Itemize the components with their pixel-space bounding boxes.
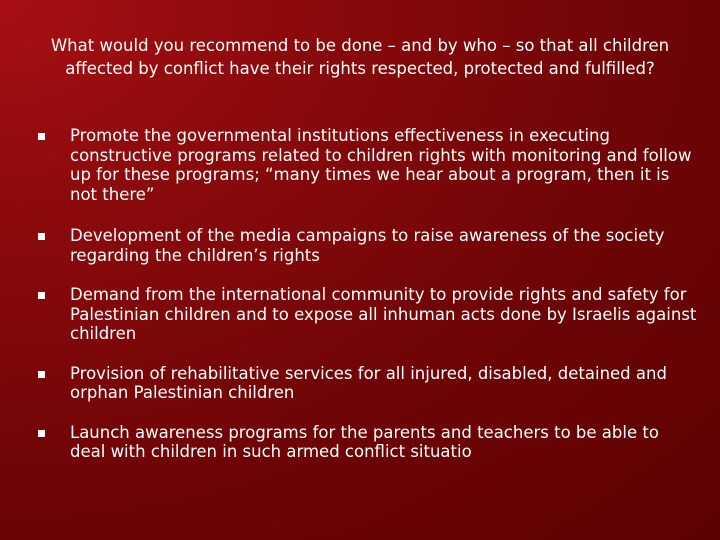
- bullet-text: Provision of rehabilitative services for all injured, disabled, detained and orphan Palestinian children: [70, 363, 667, 402]
- bullet-text: Demand from the international community to provide rights and safety for Palestinian children and to expose all inhuman acts done by Israelis against children: [70, 285, 697, 343]
- bullet-text: Promote the governmental institutions effectiveness in executing constructive programs related to children rights with monitoring and follow up for these programs; “many times we hear about a program, then it is not there”: [70, 126, 692, 204]
- slide-title: What would you recommend to be done – and by who – so that all children affected by conflict have their rights respected, protected and fulfilled?: [50, 36, 670, 78]
- bullet-text: Development of the media campaigns to raise awareness of the society regarding the children’s rights: [70, 226, 665, 265]
- bullet-text: Launch awareness programs for the parents and teachers to be able to deal with children in such armed conflict situatio: [70, 422, 659, 461]
- square-bullet-icon: [38, 133, 45, 140]
- square-bullet-icon: [38, 292, 45, 299]
- square-bullet-icon: [38, 430, 45, 437]
- list-item: [38, 423, 698, 462]
- square-bullet-icon: [38, 233, 45, 240]
- list-item: [38, 226, 698, 265]
- square-bullet-icon: [38, 371, 45, 378]
- list-item: [38, 364, 698, 403]
- list-item: [38, 285, 698, 344]
- list-item: [38, 126, 698, 204]
- bullet-list: [38, 126, 698, 482]
